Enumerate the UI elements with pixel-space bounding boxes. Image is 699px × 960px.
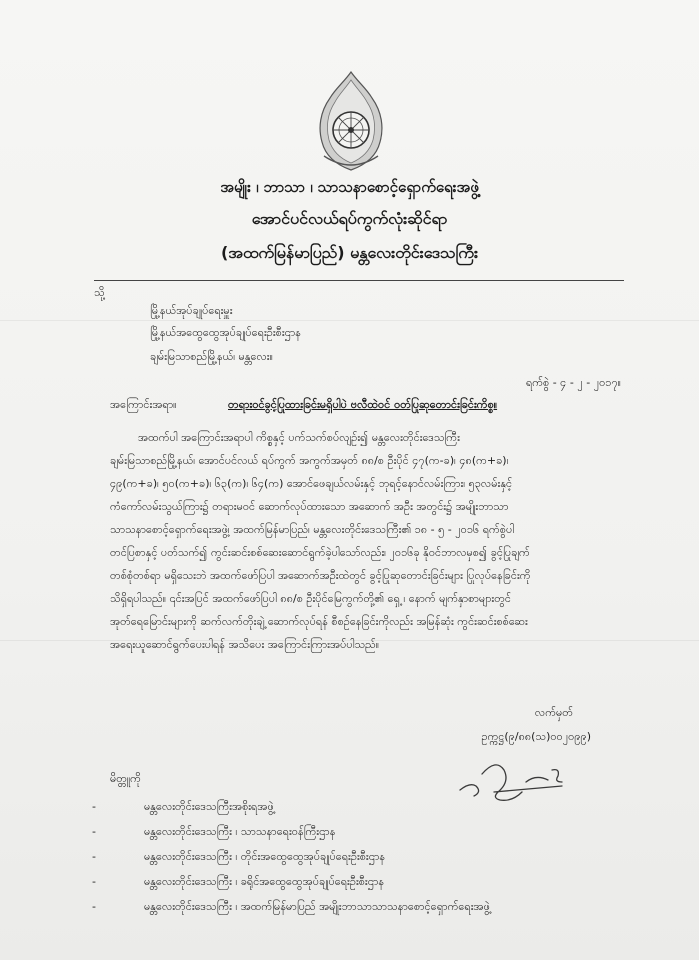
- cc-bullet: -: [92, 800, 96, 813]
- to-label: သို့: [94, 286, 105, 299]
- body-line: အထက်ပါ အကြောင်းအရာပါ ကိစ္စနှင့် ပက်သက်စပ်လျဉ်း၍ မန္တလေးတိုင်းဒေသကြီး: [138, 431, 460, 444]
- body-line: တစ်စုံတစ်ရာ မရှိသေးဘဲ အထက်ဖော်ပြပါ အဆောက်အဦးထဲတွင် ခွင့်ပြုဆုတောင်းခြင်းများ ပြုလုပ်နေခြင်းကို: [110, 569, 531, 582]
- letter-date: ရက်စွဲ - ၄ - ၂ - ၂၀၁၇။: [525, 376, 621, 389]
- org-region-heading: (အထက်မြန်မာပြည်) မန္တလေးတိုင်းဒေသကြီး: [220, 243, 479, 262]
- body-line: ၄၉(က+ခ)၊ ၅၀(က+ခ)၊ ၆၃(က)၊ ၆၄(က) အောင်ဖေချယ်လမ်းနှင့် ဘုရင့်နောင်လမ်းကြား၊ ၅၃လမ်းနှင့်: [110, 477, 513, 490]
- cc-item-text: မန္တလေးတိုင်းဒေသကြီး ၊ တိုင်းအထွေထွေအုပ်ချုပ်ရေးဦးစီးဌာန: [144, 850, 386, 863]
- subject-label: အကြောင်းအရာ။: [110, 398, 177, 411]
- body-line: သိရှိရပါသည်။ ၎င်းအပြင် အထက်ဖော်ပြပါ ၈၈/စ ဦးပိုင်မြေကွက်တို့၏ ရှေ့ ၊ နောက် မျက်နှာစာများတွင်: [110, 592, 512, 605]
- body-line: အရေးယူဆောင်ရွက်ပေးပါရန် အသိပေး အကြောင်းကြားအပ်ပါသည်။: [110, 638, 380, 651]
- cc-item: [92, 800, 652, 816]
- recipient-line: ချမ်းမြသာစည်မြို့နယ်၊ မန္တလေး။: [150, 350, 273, 363]
- body-line: ချမ်းမြသာစည်မြို့နယ်၊ အောင်ပင်လယ် ရပ်ကွက် အကွက်အမှတ် ၈၈/စ ဦးပိုင် ၄၇(က-ခ)၊ ၄၈(က+ခ)၊: [110, 454, 509, 467]
- body-line: သာသနာစောင့်ရှောက်ရေးအဖွဲ့၊ အထက်မြန်မာပြည်၊ မန္တလေးတိုင်းဒေသကြီး၏ ၁၈ - ၅ - ၂၀၁၆ ရက်စွဲပါ: [110, 523, 515, 536]
- body-line: တင်ပြစာနှင့် ပတ်သက်၍ ကွင်းဆင်းစစ်ဆေးဆောင်ရွက်ခဲ့ပါသော်လည်း၊ ၂၀၁၆ခု နိုဝင်ဘာလမှစ၍ ခွင့်ပြုချက်: [110, 546, 530, 559]
- header-divider: [94, 280, 624, 281]
- organization-emblem-icon: [314, 70, 388, 174]
- cc-item: [92, 850, 652, 866]
- cc-item-text: မန္တလေးတိုင်းဒေသကြီး ၊ သာသနာရေးဝန်ကြီးဌာန: [144, 825, 336, 838]
- cc-label: မိတ္တူကို: [110, 772, 141, 785]
- signature-label: လက်မှတ်: [534, 706, 573, 719]
- cc-bullet: -: [92, 825, 96, 838]
- cc-bullet: -: [92, 900, 96, 913]
- paper-fold: [0, 320, 699, 321]
- letter-body: [110, 426, 622, 656]
- cc-item: [92, 875, 652, 891]
- cc-item-text: မန္တလေးတိုင်းဒေသကြီး ၊ ခရိုင်အထွေထွေအုပ်ချုပ်ရေးဦးစီးဌာန: [144, 875, 385, 888]
- org-name-heading: အမျိုး ၊ ဘာသာ ၊ သာသနာစောင့်ရှောက်ရေးအဖွဲ့: [220, 178, 479, 196]
- subject-text: တရားဝင်ခွင့်ပြုထားခြင်းမရှိပါပဲ ဗလီထဲဝင် ဝတ်ပြုဆုတောင်းခြင်းကိစ္စ။: [228, 398, 498, 411]
- cc-item-text: မန္တလေးတိုင်းဒေသကြီး ၊ အထက်မြန်မာပြည် အမျိုးဘာသာသာသနာစောင့်ရှောက်ရေးအဖွဲ့: [144, 900, 490, 913]
- body-line: ကံကော်လမ်းသွယ်ကြား၌ တရားမဝင် ဆောက်လုပ်ထားသော အဆောက် အဦး အတွင်း၌ အမျိုးဘာသာ: [110, 500, 509, 513]
- cc-item: [92, 900, 652, 916]
- body-line: အုတ်ရေမြောင်းများကို ဆက်လက်တိုးချဲ့ ဆောက်လုပ်ရန် စီစဉ်နေခြင်းကိုလည်း အမြန်ဆုံး ကွင်းဆင်းစစ်ဆေး: [110, 615, 528, 628]
- signatory-title: ဥက္ကဋ္ဌ(၉/၈၈(သ)၀၀၂၀၉၉): [481, 730, 591, 743]
- recipient-line: မြို့နယ်အုပ်ချုပ်ရေးမှူး: [150, 304, 233, 317]
- cc-bullet: -: [92, 875, 96, 888]
- recipient-line: မြို့နယ်အထွေထွေအုပ်ချုပ်ရေးဦးစီးဌာန: [150, 326, 301, 339]
- cc-bullet: -: [92, 850, 96, 863]
- cc-item: [92, 825, 652, 841]
- cc-item-text: မန္တလေးတိုင်းဒေသကြီးအစိုးရအဖွဲ့: [144, 800, 274, 813]
- org-scope-heading: အောင်ပင်လယ်ရပ်ကွက်လုံးဆိုင်ရာ: [251, 209, 448, 228]
